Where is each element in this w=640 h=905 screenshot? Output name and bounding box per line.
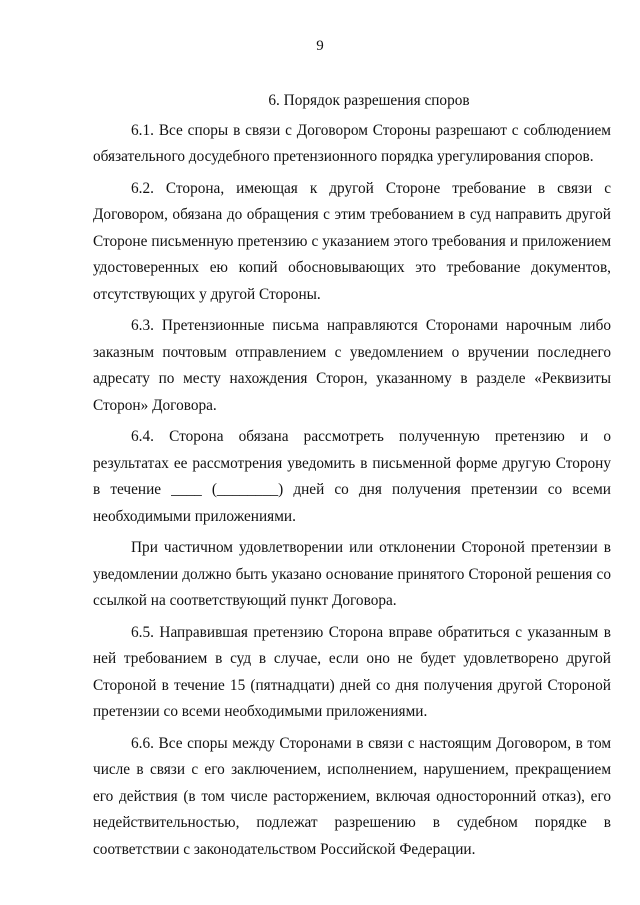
document-body	[93, 88, 611, 868]
section-heading: 6. Порядок разрешения споров	[268, 92, 470, 109]
paragraph-6-1: 6.1. Все споры в связи с Договором Стороны разрешают с соблюдением обязательного досудебного претензионного порядка урегулирования споров.	[93, 121, 611, 165]
paragraph-6-6: 6.6. Все споры между Сторонами в связи с настоящим Договором, в том числе в связи с его заключением, исполнением, нарушением, прекращением его действия (в том числе расторжением, включая односторонний отказ), его недействительностью, подлежат разрешению в судебном порядке в соответствии с законодательством Российской Федерации.	[93, 734, 611, 858]
paragraph-6-4: 6.4. Сторона обязана рассмотреть полученную претензию и о результатах ее рассмотрения уведомить в письменной форме другую Сторону в течение ____ (________) дней со дня получения претензии со всеми необходимыми приложениями.	[93, 428, 611, 525]
paragraph-6-4-continued: При частичном удовлетворении или отклонении Стороной претензии в уведомлении должно быть указано основание принятого Стороной решения со ссылкой на соответствующий пункт Договора.	[93, 539, 611, 609]
page-number: 9	[316, 38, 324, 54]
paragraph-6-2: 6.2. Сторона, имеющая к другой Стороне требование в связи с Договором, обязана до обращения с этим требованием в суд направить другой Стороне письменную претензию с указанием этого требования и приложением удостоверенных ею копий обосновывающих это требование документов, отсутствующих у другой Стороны.	[93, 179, 611, 303]
paragraph-6-3: 6.3. Претензионные письма направляются Сторонами нарочным либо заказным почтовым отправлением с уведомлением о вручении последнего адресату по месту нахождения Сторон, указанному в разделе «Реквизиты Сторон» Договора.	[93, 317, 611, 414]
paragraph-6-5: 6.5. Направившая претензию Сторона вправе обратиться с указанным в ней требованием в суд в случае, если оно не будет удовлетворено другой Стороной в течение 15 (пятнадцати) дней со дня получения другой Стороной претензии со всеми необходимыми приложениями.	[93, 623, 611, 720]
